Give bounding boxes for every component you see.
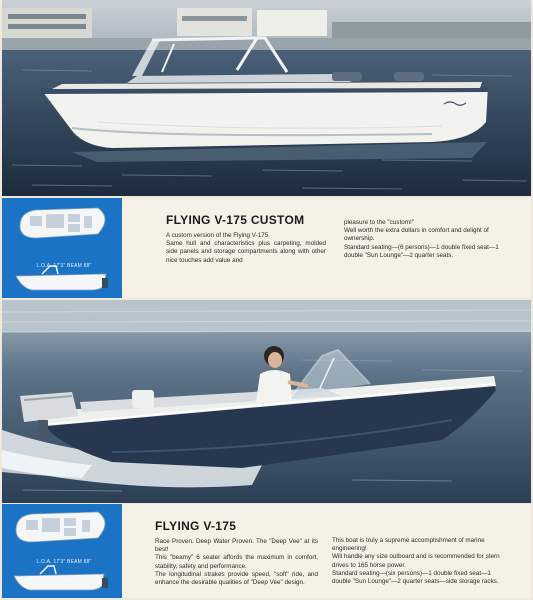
boat-photo-custom [2,0,531,196]
paragraph: This "beamy" 6 seater affords the maximum in comfort, stability, safety and performance. [155,554,318,570]
paragraph: Standard seating—(six persons)—1 double fixed seat—1 double "Sun Lounge"—2 quarter seats—side storage racks. [332,569,499,586]
description-column-left [155,538,318,587]
dimensions-label: L.O.A. 17'3" BEAM 88" [36,559,92,565]
diagram-box-custom [2,198,122,298]
description-column-right [332,537,502,586]
paragraph: Well worth the extra dollars in comfort and delight of ownership. [344,227,489,243]
paragraph: This boat is truly a supreme accomplishment of marine engineering! [332,537,485,553]
boat-diagram-standard [2,504,122,598]
paragraph: A custom version of the Flying V-175. [166,232,270,239]
diagram-box-standard [2,504,122,598]
spec-panel-standard [2,504,531,598]
paragraph: pleasure to the "custom!" [344,219,414,226]
description-column-left [166,232,326,265]
paragraph: Will handle any size outboard and is recommended for stern drives to 165 horse power. [332,553,500,569]
model-title: FLYING V-175 [155,519,237,533]
paragraph: The longitudinal strakes provide speed, "soft" ride, and enhance the desirable qualities of "Deep Vee" design. [155,570,318,587]
model-title: FLYING V-175 CUSTOM [166,213,305,227]
dimensions-label: L.O.A. 17'3" BEAM 88" [36,263,92,269]
paragraph: Same hull and characteristics plus carpeting, molded side panels and storage compartments along with other nice touches add value and [166,240,326,264]
boat-diagram-custom [2,198,122,298]
paragraph: Standard seating—(6 persons)—1 double fixed seat—1 double "Sun Lounge"—2 quarter seats. [344,243,499,259]
spec-panel-custom [2,198,531,298]
paragraph: Race Proven. Deep Water Proven. The "Deep Vee" at its best! [155,538,318,554]
description-column-right [344,219,504,260]
boat-photo-underway [2,300,531,503]
